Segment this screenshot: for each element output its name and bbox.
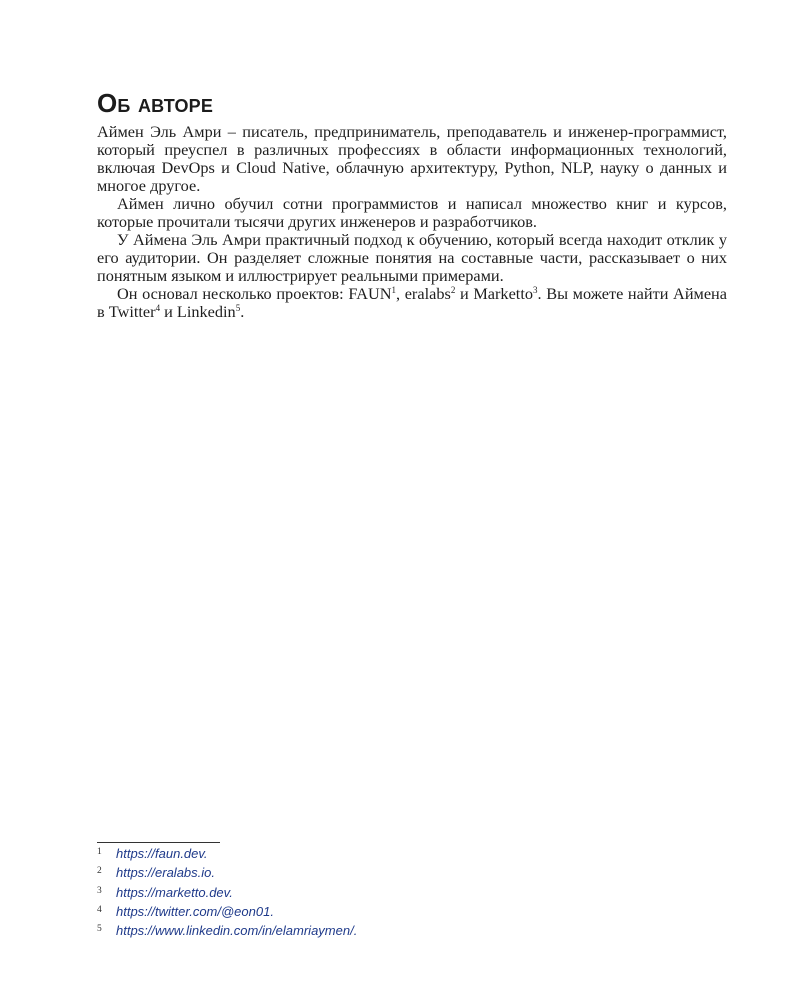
footnote-number: 1 <box>97 847 102 857</box>
footnote-number: 4 <box>97 904 102 915</box>
footnotes <box>97 846 697 942</box>
paragraph-1: Аймен Эль Амри – писатель, предприниматель, преподаватель и инженер-программист, который преуспел в различных профессиях в области информационных технологий, включая DevOps и Cloud Native, облачную архитектуру, Python, NLP, науку о данных и многое другое. <box>97 122 727 195</box>
paragraph-4-end: . <box>240 302 245 321</box>
social-linkedin: Linkedin <box>176 302 236 321</box>
text-separator: и <box>455 284 474 303</box>
footnote-link-twitter[interactable]: https://twitter.com/@eon01. <box>116 903 274 919</box>
footnote-link-eralabs[interactable]: https://eralabs.io. <box>116 865 215 881</box>
footnote-ref-3[interactable]: 3 <box>533 285 538 295</box>
footnote-item <box>97 904 697 923</box>
text-separator: , <box>395 284 405 303</box>
footnote-number: 3 <box>97 885 102 896</box>
project-faun: FAUN <box>348 284 392 303</box>
section-heading: Об авторе <box>97 88 214 118</box>
footnote-ref-5[interactable]: 5 <box>235 303 241 313</box>
footnote-item <box>97 885 697 904</box>
footnote-ref-1[interactable]: 1 <box>391 285 396 295</box>
project-marketto: Marketto <box>473 284 533 303</box>
footnote-link-marketto[interactable]: https://marketto.dev. <box>116 884 233 900</box>
footnote-link-faun[interactable]: https://faun.dev. <box>116 846 208 861</box>
body-text <box>97 123 727 321</box>
paragraph-4-middle: . Вы можете найти Аймена в <box>97 284 727 321</box>
footnote-number: 5 <box>97 924 102 935</box>
footnote-link-linkedin[interactable]: https://www.linkedin.com/in/elamriaymen/. <box>116 923 358 939</box>
footnote-divider <box>97 842 220 843</box>
footnote-item <box>97 923 697 942</box>
footnote-item <box>97 865 697 884</box>
paragraph-2: Аймен лично обучил сотни программистов и написал множество книг и курсов, которые прочитали тысячи других инженеров и разработчиков. <box>97 194 727 231</box>
project-eralabs: eralabs <box>404 284 451 303</box>
footnote-ref-4[interactable]: 4 <box>155 303 161 313</box>
paragraph-4-prefix: Он основал несколько проектов: <box>117 284 349 303</box>
paragraph-3: У Аймена Эль Амри практичный подход к обучению, который всегда находит отклик у его аудитории. Он разделяет сложные понятия на составные части, рассказывает о них понятным языком и иллюстрирует реальными примерами. <box>97 230 727 285</box>
footnote-item <box>97 846 697 865</box>
footnote-number: 2 <box>97 866 102 877</box>
text-separator: и <box>160 302 177 321</box>
social-twitter: Twitter <box>108 302 156 321</box>
paragraph-4 <box>97 285 727 321</box>
footnote-ref-2[interactable]: 2 <box>450 285 456 295</box>
